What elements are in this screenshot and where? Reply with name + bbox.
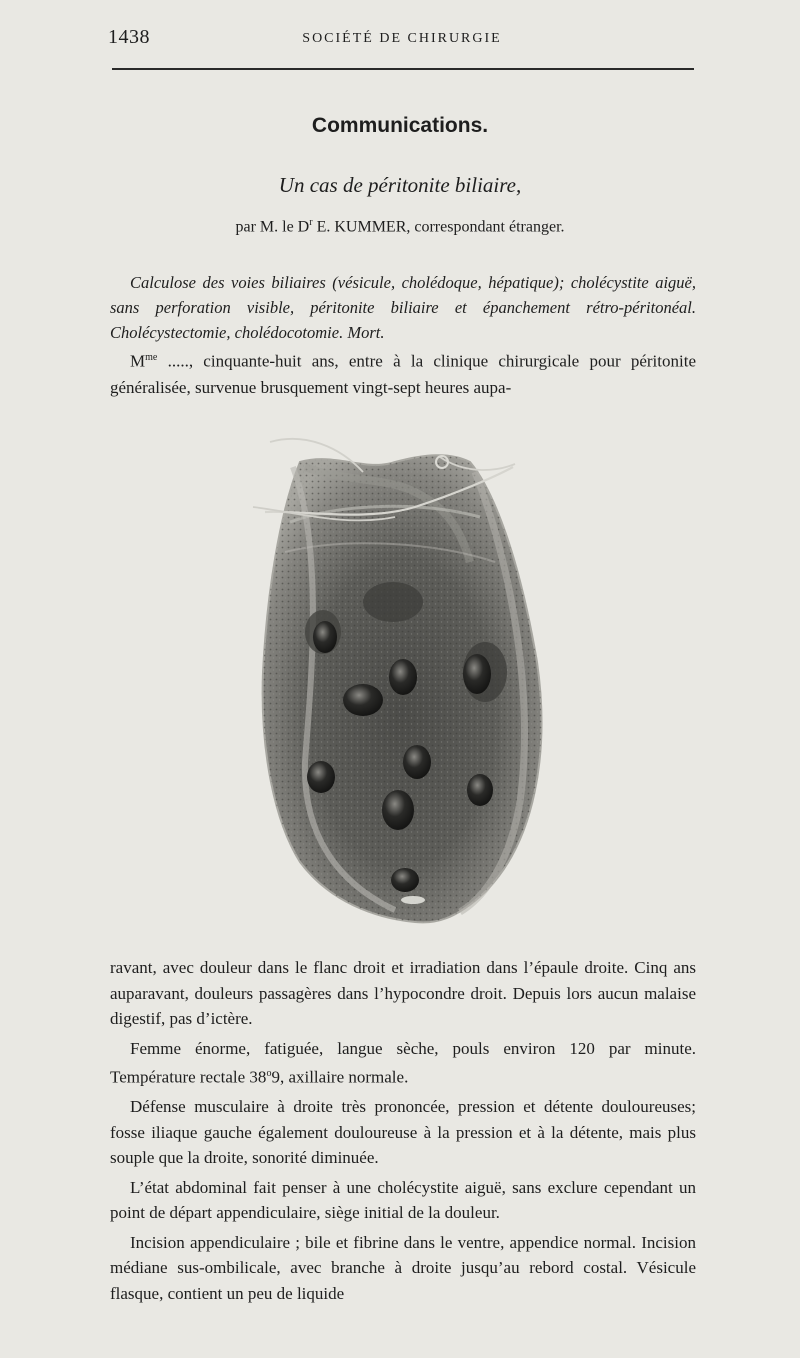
paragraph-4: L’état abdominal fait penser à une cholécystite aiguë, sans exclure cependant un point de départ appendiculaire, siège initial de la douleur. [110,1177,696,1223]
stone-6 [307,761,335,793]
stone-8 [382,790,414,830]
intro-title-prefix: M [130,351,146,371]
header-rule [112,68,694,70]
page-number: 1438 [108,26,150,48]
paragraph-2 [110,1036,696,1091]
byline-sup: r [309,217,313,228]
byline [0,217,800,236]
intro-title-sup: me [145,352,158,363]
gallbladder-specimen-image [245,432,565,932]
stone-7 [467,774,493,806]
paragraph-2-after: 9, axillaire normale. [271,1067,409,1087]
article-title: Un cas de péritonite biliaire, [278,173,522,197]
paragraph-5: Incision appendiculaire ; bile et fibrine dans le ventre, appendice normal. Incision médiane sus-ombilicale, avec branche à droite jusqu’au rebord costal. Vésicule flasque, contient un peu de liquide [110,1232,696,1303]
stone-2 [343,684,383,716]
section-title: Communications. [311,114,489,137]
stone-1 [389,659,417,695]
byline-rest: E. KUMMER, correspondant étranger. [312,218,565,236]
stone-9 [391,868,419,892]
paragraph-1: ravant, avec douleur dans le flanc droit et irradiation dans l’épaule droite. Cinq ans auparavant, douleurs passagères dans l’hypocondre droit. Depuis lors aucun malaise digestif, pas d’ictère. [110,958,696,1028]
case-intro [110,345,696,401]
intro-text: ....., cinquante-huit ans, entre à la clinique chirurgicale pour péritonite généralisée, survenue brusquement vingt-sept heures aupa- [110,351,696,397]
stone-4 [313,621,337,653]
running-head: SOCIÉTÉ DE CHIRURGIE [302,31,502,46]
stone-5 [403,745,431,779]
case-summary [110,270,696,345]
stone-3 [463,654,491,694]
byline-prefix: par M. le D [235,218,310,236]
paragraph-3: Défense musculaire à droite très prononcée, pression et détente douloureuses; fosse iliaque gauche également douloureuse à la pression et à la détente, mais plus souple que la droite, sonorité diminuée. [110,1097,696,1168]
summary-text: Calculose des voies biliaires (vésicule, cholédoque, hépatique); cholécystite aiguë, sans perforation visible, péritonite biliaire et épanchement rétro-péritonéal. Cholécystectomie, cholédocotomie. Mort. [110,273,696,342]
intro-paragraph [110,345,696,401]
gallbladder-photograph [245,432,565,932]
case-body [110,955,696,1306]
paragraph-2-before: Femme énorme, fatiguée, langue sèche, pouls environ 120 par minute. Température rectale 38 [110,1038,696,1087]
paragraph-2-sup: o [266,1068,272,1079]
page-header [108,24,696,54]
